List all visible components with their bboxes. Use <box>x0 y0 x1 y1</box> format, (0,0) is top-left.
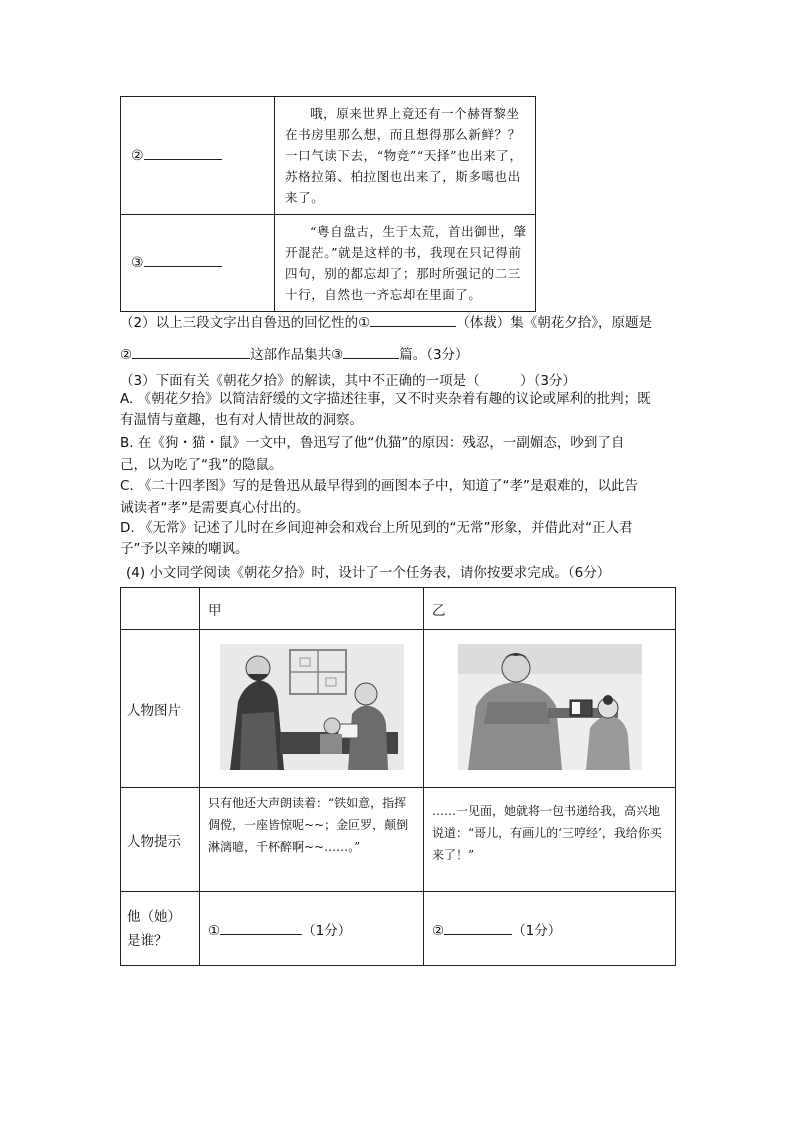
column-header-jia: 甲 <box>200 588 424 630</box>
excerpt-text: 哦，原来世界上竟还有一个赫胥黎坐在书房里那么想，而且想得那么新鲜？？一口气读下去，“物竞”“天择”也出来了，苏格拉第、柏拉图也出来了，斯多噶也出来了。 <box>275 97 536 215</box>
answer-cell-yi <box>424 892 676 966</box>
question-2-line1 <box>120 313 680 333</box>
option-d-cont: 子”予以辛辣的嘲讽。 <box>120 541 249 557</box>
answer-blank-genre[interactable] <box>370 326 456 327</box>
row-label-who <box>121 892 200 966</box>
table-header-row <box>121 588 676 630</box>
answer-blank-jia[interactable] <box>220 934 302 935</box>
question-4-stem: (4) 小文同学阅读《朝花夕拾》时，设计了一个任务表，请你按要求完成。（6分） <box>126 565 611 581</box>
table-row <box>121 215 536 312</box>
nanny-giving-book-illustration <box>458 644 642 770</box>
row-label-picture: 人物图片 <box>121 630 200 788</box>
question-text: 篇。（3分） <box>399 347 469 363</box>
table-row <box>121 892 676 966</box>
option-b-cont: 己，以为吃了“我”的隐鼠。 <box>120 457 283 473</box>
question-text: ② <box>120 347 133 363</box>
answer-blank-yi[interactable] <box>444 934 512 935</box>
column-header-yi: 乙 <box>424 588 676 630</box>
empty-header-cell <box>121 588 200 630</box>
hint-text-yi: ……一见面，她就将一包书递给我，高兴地说道：“哥儿，有画儿的‘三哼经’，我给你买来了！” <box>424 788 676 892</box>
excerpt-text: “粤自盘古，生于太荒，首出御世，肇开混茫。”就是这样的书，我现在只记得前四句，别的都忘却了；那时所强记的二三十行，自然也一齐忘却在里面了。 <box>275 215 536 312</box>
picture-cell-yi <box>424 630 676 788</box>
hint-text-jia: 只有他还大声朗读着：“铁如意，指挥倜傥，一座皆惊呢~~；金叵罗，颠倒淋漓噫，千杯醉啊~~……。” <box>200 788 424 892</box>
option-a-cont: 有温情与童趣，也有对人情世故的洞察。 <box>120 412 363 428</box>
answer-blank-count[interactable] <box>343 358 399 359</box>
answer-cell-jia <box>200 892 424 966</box>
excerpt-table <box>120 96 536 312</box>
answer-cell-2 <box>121 97 275 215</box>
option-d: D. 《无常》记述了儿时在乡间迎神会和戏台上所见到的“无常”形象，并借此对“正人君 <box>120 520 633 536</box>
table-row <box>121 630 676 788</box>
teacher-reading-illustration <box>220 644 404 770</box>
answer-number: ② <box>131 147 144 164</box>
answer-cell-3 <box>121 215 275 312</box>
answer-blank-2[interactable] <box>144 159 222 160</box>
table-row <box>121 97 536 215</box>
answer-number: ① <box>208 922 221 939</box>
question-text: （2）以上三段文字出自鲁迅的回忆性的① <box>120 315 371 331</box>
table-row <box>121 788 676 892</box>
option-a: A. 《朝花夕拾》以简洁舒缓的文字描述往事，又不时夹杂着有趣的议论或犀利的批判；既 <box>120 391 651 407</box>
score-label: （1分） <box>302 922 352 939</box>
answer-number: ③ <box>131 255 144 271</box>
score-label: （1分） <box>512 922 562 939</box>
row-label-hint: 人物提示 <box>121 788 200 892</box>
task-table <box>120 587 676 966</box>
question-3-stem: （3）下面有关《朝花夕拾》的解读，其中不正确的一项是（ ）（3分） <box>120 373 576 389</box>
answer-number: ② <box>432 922 445 939</box>
option-c: C. 《二十四孝图》写的是鲁迅从最早得到的画图本子中，知道了“孝”是艰难的，以此告 <box>120 478 638 494</box>
row-label-who-line1: 他（她） <box>127 908 181 925</box>
question-text: （体裁）集《朝花夕拾》，原题是 <box>456 315 652 331</box>
row-label-who-line2: 是谁？ <box>127 932 168 949</box>
picture-cell-jia <box>200 630 424 788</box>
option-b: B. 在《狗・猫・鼠》一文中，鲁迅写了他“仇猫”的原因：残忍，一副媚态，吵到了自 <box>120 435 625 451</box>
question-text: 这部作品集共③ <box>250 347 344 363</box>
question-2-line2 <box>120 345 680 365</box>
answer-blank-original-title[interactable] <box>132 358 250 359</box>
option-c-cont: 诫读者“孝”是需要真心付出的。 <box>120 500 310 516</box>
answer-blank-3[interactable] <box>144 266 222 267</box>
